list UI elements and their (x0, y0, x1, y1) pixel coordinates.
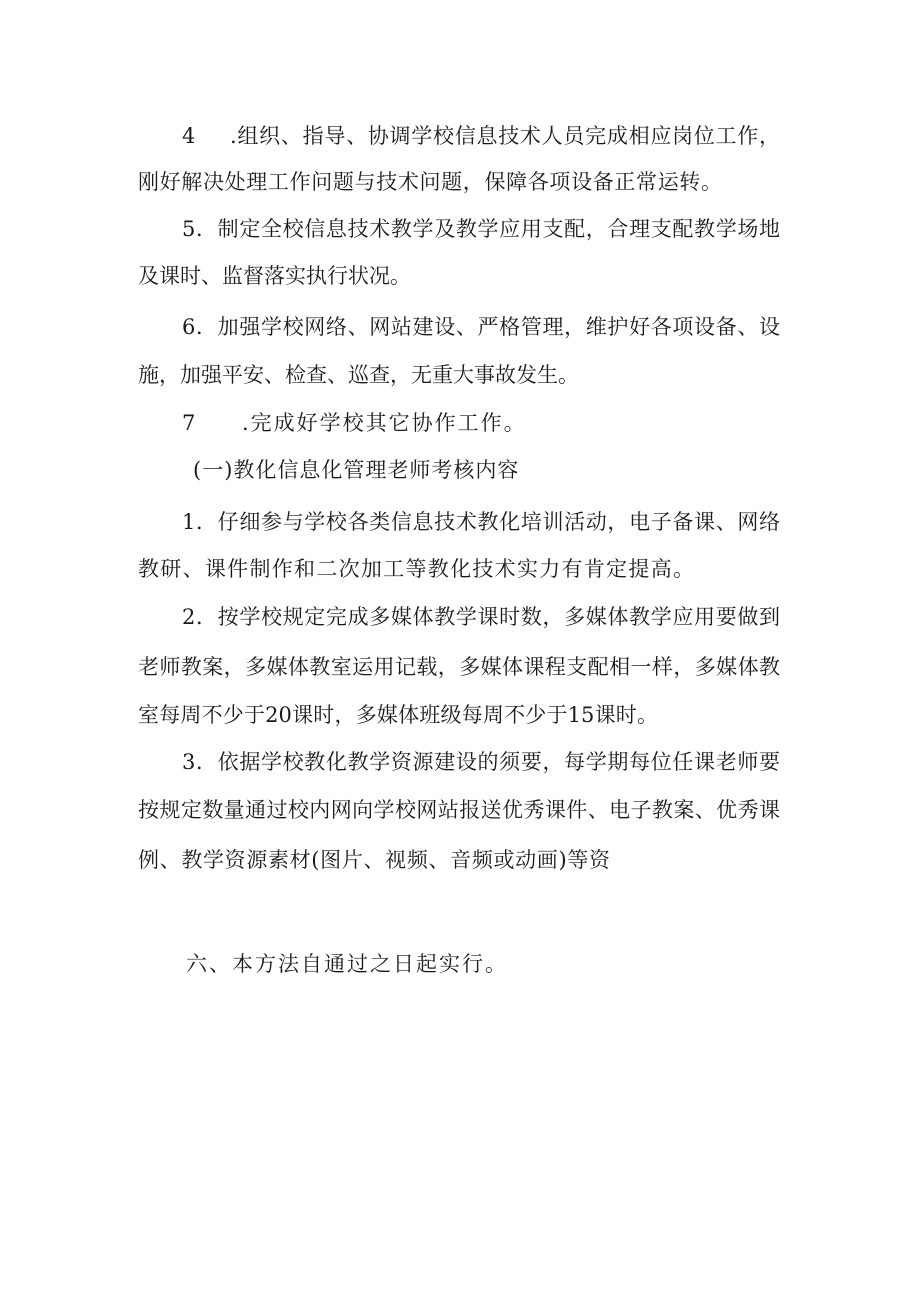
assessment-1-line-1: 1．仔细参与学校各类信息技术教化培训活动，电子备课、网络 (182, 510, 780, 534)
assessment-2-line-3: 室每周不少于20课时，多媒体班级每周不少于15课时。 (138, 703, 658, 727)
item-7-text: .完成好学校其它协作工作。 (242, 411, 527, 435)
item-7-number: 7 (182, 411, 198, 435)
item-4-line-2: 刚好解决处理工作问题与技术问题，保障各项设备正常运转。 (138, 170, 722, 194)
item-5-line-1: 5．制定全校信息技术教学及教学应用支配，合理支配教学场地 (182, 217, 780, 241)
assessment-3-line-2: 按规定数量通过校内网向学校网站报送优秀课件、电子教案、优秀课 (138, 798, 780, 822)
item-7-line (182, 409, 527, 437)
assessment-3-line-3: 例、教学资源素材(图片、视频、音频或动画)等资 (138, 848, 610, 872)
assessment-2-line-2: 老师教案，多媒体教室运用记载，多媒体课程支配相一样，多媒体教 (138, 655, 780, 679)
closing-statement: 六、本方法自通过之日起实行。 (186, 952, 508, 976)
item-5-line-2: 及课时、监督落实执行状况。 (138, 264, 411, 288)
item-4-text-1: .组织、指导、协调学校信息技术人员完成相应岗位工作， (230, 124, 780, 148)
item-4-number: 4 (182, 124, 198, 148)
item-4-line-1 (182, 122, 780, 150)
assessment-3-line-1: 3．依据学校教化教学资源建设的须要，每学期每位任课老师要 (182, 750, 780, 774)
assessment-2-line-1: 2．按学校规定完成多媒体教学课时数，多媒体教学应用要做到 (182, 605, 780, 629)
item-6-line-2: 施，加强平安、检查、巡查，无重大事故发生。 (138, 363, 579, 387)
item-6-line-1: 6．加强学校网络、网站建设、严格管理，维护好各项设备、设 (182, 315, 780, 339)
assessment-1-line-2: 教研、课件制作和二次加工等教化技术实力有肯定提高。 (138, 557, 694, 581)
section-heading: (一)教化信息化管理老师考核内容 (193, 458, 520, 482)
